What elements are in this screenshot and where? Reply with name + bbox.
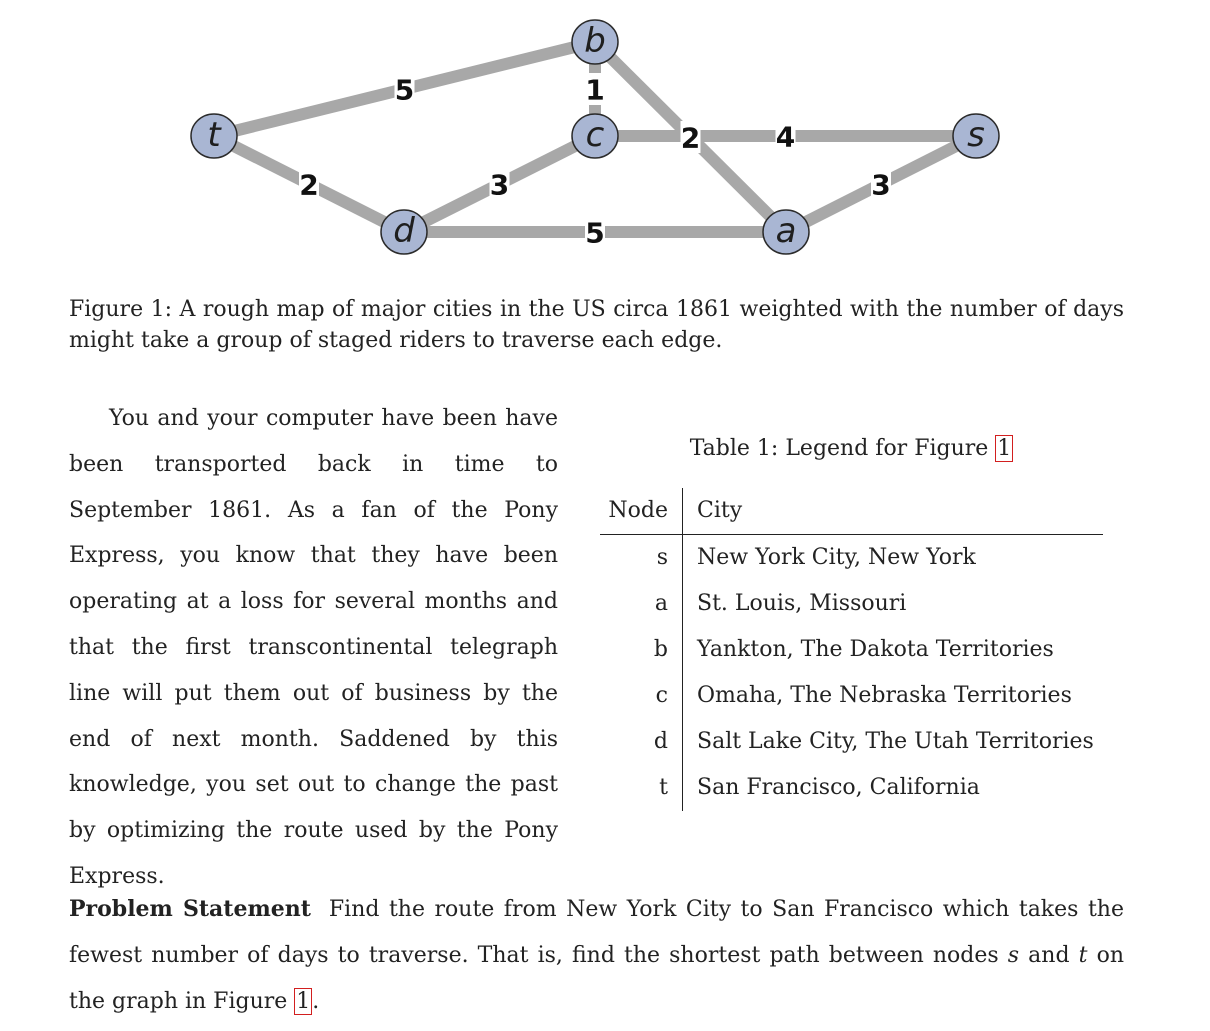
edge-weight-label: 5 [394, 73, 415, 107]
row-node: d [600, 719, 683, 765]
header-city: City [697, 498, 743, 523]
row-city: San Francisco, California [697, 775, 980, 800]
edge-weight-label: 3 [489, 168, 510, 202]
figure-reference-link[interactable]: 1 [296, 989, 311, 1014]
node-label-d: d [393, 211, 415, 251]
table-caption-text: Table 1: Legend for Figure [689, 436, 989, 461]
figure-reference-link[interactable]: 1 [997, 436, 1012, 461]
edge-weight-label: 4 [775, 120, 796, 154]
node-label-a: a [775, 211, 797, 251]
problem-end: . [312, 989, 320, 1014]
problem-text-2: on the graph in Figure [69, 943, 1125, 1014]
var-t: t [1078, 943, 1088, 968]
row-node: s [600, 535, 683, 582]
problem-statement [69, 886, 1124, 1025]
row-node: a [600, 581, 683, 627]
node-label-s: s [967, 115, 985, 155]
edge-weight-label: 2 [299, 168, 319, 202]
figure-caption: Figure 1: A rough map of major cities in the US circa 1861 weighted with the number of days might take a group of staged riders to traverse each edge. [69, 297, 1124, 353]
table-row [600, 581, 1103, 627]
legend-table [600, 488, 1103, 811]
node-label-b: b [584, 21, 606, 61]
header-node: Node [600, 488, 683, 535]
row-city: Yankton, The Dakota Territories [697, 637, 1054, 662]
problem-heading: Problem Statement [69, 896, 311, 922]
row-node: c [600, 673, 683, 719]
problem-text-1: Find the route from New York City to San Francisco which takes the fewest number of days to traverse. That is, find the shortest path between nodes [69, 897, 1124, 968]
row-city: St. Louis, Missouri [697, 591, 907, 616]
row-city: Salt Lake City, The Utah Territories [697, 729, 1094, 754]
node-label-c: c [585, 115, 605, 155]
table-row [600, 535, 1103, 582]
var-s: s [1007, 943, 1020, 968]
row-city: New York City, New York [697, 545, 976, 570]
row-node: b [600, 627, 683, 673]
graph-figure [0, 0, 1210, 290]
row-node: t [600, 765, 683, 811]
table-row [600, 627, 1103, 673]
row-city: Omaha, The Nebraska Territories [697, 683, 1072, 708]
table-row [600, 673, 1103, 719]
table-row [600, 765, 1103, 811]
table-row [600, 719, 1103, 765]
edge-weight-label: 5 [585, 216, 605, 250]
legend-header-row [600, 488, 1103, 535]
edge-weight-label: 3 [871, 168, 891, 202]
story-paragraph: You and your computer have been have been transported back in time to September 1861. As a fan of the Pony Express, you know that they have been operating at a loss for several months and that the first transcontinental telegraph line will put them out of business by the end of next month. Saddened by this knowledge, you set out to change the past by optimizing the route used by the Pony Express. [69, 406, 558, 889]
problem-and: and [1028, 943, 1070, 968]
edge-weight-label: 2 [680, 121, 701, 155]
edge-weight-label: 1 [585, 73, 605, 107]
table-caption [600, 431, 1103, 467]
node-label-t: t [207, 115, 221, 155]
